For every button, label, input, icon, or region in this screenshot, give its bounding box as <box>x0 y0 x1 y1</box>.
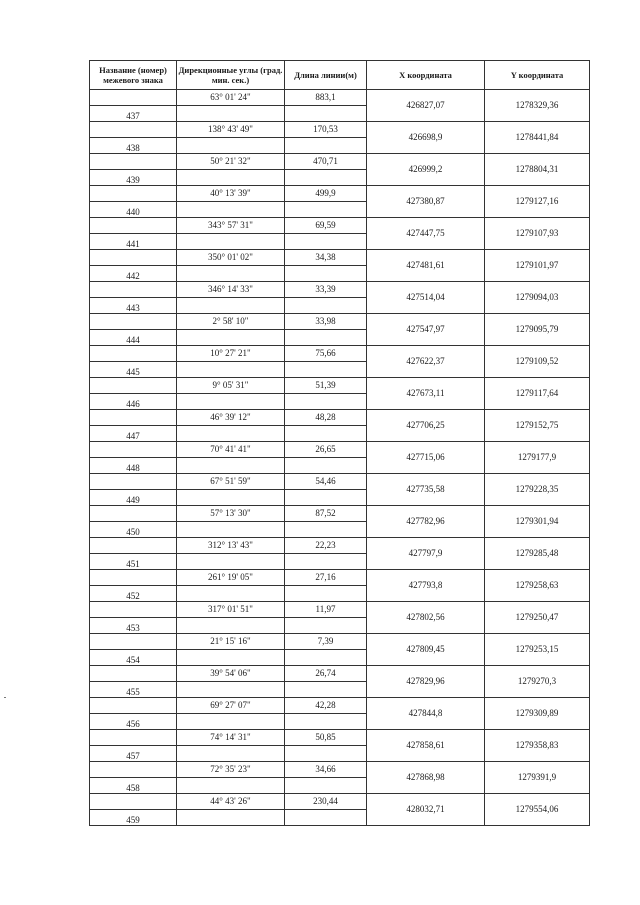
segment-row <box>90 634 590 650</box>
scan-mark <box>4 697 6 698</box>
point-y: 1279391,9 <box>485 762 590 794</box>
empty-length-cell <box>285 170 367 186</box>
segment-length: 7,39 <box>285 634 367 650</box>
point-x: 426827,07 <box>367 90 485 122</box>
segment-angle: 40° 13' 39" <box>177 186 285 202</box>
empty-angle-cell <box>177 490 285 506</box>
segment-row <box>90 666 590 682</box>
empty-angle-cell <box>177 202 285 218</box>
empty-angle-cell <box>177 170 285 186</box>
empty-length-cell <box>285 426 367 442</box>
point-y: 1279301,94 <box>485 506 590 538</box>
empty-length-cell <box>285 330 367 346</box>
empty-length-cell <box>285 682 367 698</box>
segment-row <box>90 314 590 330</box>
empty-length-cell <box>285 810 367 826</box>
segment-length: 33,39 <box>285 282 367 298</box>
point-x: 426999,2 <box>367 154 485 186</box>
empty-length-cell <box>285 554 367 570</box>
point-x: 428032,71 <box>367 794 485 826</box>
point-x: 427447,75 <box>367 218 485 250</box>
segment-angle: 21° 15' 16" <box>177 634 285 650</box>
empty-angle-cell <box>177 586 285 602</box>
segment-angle: 46° 39' 12" <box>177 410 285 426</box>
segment-angle: 10° 27' 21" <box>177 346 285 362</box>
empty-name-cell <box>90 282 177 298</box>
segment-angle: 350° 01' 02" <box>177 250 285 266</box>
empty-angle-cell <box>177 234 285 250</box>
point-y: 1279101,97 <box>485 250 590 282</box>
segment-angle: 70° 41' 41" <box>177 442 285 458</box>
point-name: 454 <box>90 650 177 666</box>
segment-angle: 9° 05' 31" <box>177 378 285 394</box>
empty-angle-cell <box>177 650 285 666</box>
point-name: 456 <box>90 714 177 730</box>
table-body <box>90 90 590 826</box>
empty-angle-cell <box>177 682 285 698</box>
point-name: 449 <box>90 490 177 506</box>
empty-angle-cell <box>177 458 285 474</box>
empty-length-cell <box>285 266 367 282</box>
empty-name-cell <box>90 154 177 170</box>
point-y: 1278329,36 <box>485 90 590 122</box>
empty-name-cell <box>90 602 177 618</box>
segment-row <box>90 282 590 298</box>
empty-name-cell <box>90 538 177 554</box>
empty-name-cell <box>90 474 177 490</box>
segment-row <box>90 250 590 266</box>
point-name: 439 <box>90 170 177 186</box>
empty-name-cell <box>90 794 177 810</box>
empty-length-cell <box>285 490 367 506</box>
segment-row <box>90 154 590 170</box>
point-x: 427481,61 <box>367 250 485 282</box>
segment-angle: 138° 43' 49" <box>177 122 285 138</box>
header-length: Длина линии(м) <box>285 61 367 90</box>
segment-length: 27,16 <box>285 570 367 586</box>
segment-length: 51,39 <box>285 378 367 394</box>
segment-length: 87,52 <box>285 506 367 522</box>
point-name: 443 <box>90 298 177 314</box>
empty-length-cell <box>285 394 367 410</box>
segment-angle: 72° 35' 23" <box>177 762 285 778</box>
point-name: 455 <box>90 682 177 698</box>
segment-angle: 74° 14' 31" <box>177 730 285 746</box>
point-name: 442 <box>90 266 177 282</box>
empty-angle-cell <box>177 778 285 794</box>
empty-name-cell <box>90 410 177 426</box>
empty-length-cell <box>285 746 367 762</box>
empty-angle-cell <box>177 810 285 826</box>
point-y: 1279152,75 <box>485 410 590 442</box>
point-y: 1279258,63 <box>485 570 590 602</box>
empty-length-cell <box>285 234 367 250</box>
segment-length: 499,9 <box>285 186 367 202</box>
empty-length-cell <box>285 362 367 378</box>
point-name: 452 <box>90 586 177 602</box>
point-y: 1279177,9 <box>485 442 590 474</box>
segment-row <box>90 538 590 554</box>
segment-angle: 346° 14' 33" <box>177 282 285 298</box>
point-y: 1279285,48 <box>485 538 590 570</box>
point-x: 427673,11 <box>367 378 485 410</box>
empty-length-cell <box>285 202 367 218</box>
point-name: 444 <box>90 330 177 346</box>
point-x: 427802,56 <box>367 602 485 634</box>
empty-length-cell <box>285 458 367 474</box>
point-x: 427858,61 <box>367 730 485 762</box>
point-x: 427829,96 <box>367 666 485 698</box>
segment-row <box>90 698 590 714</box>
segment-angle: 261° 19' 05" <box>177 570 285 586</box>
segment-row <box>90 122 590 138</box>
segment-length: 34,38 <box>285 250 367 266</box>
segment-row <box>90 442 590 458</box>
point-name: 451 <box>90 554 177 570</box>
empty-angle-cell <box>177 394 285 410</box>
point-x: 427715,06 <box>367 442 485 474</box>
segment-angle: 69° 27' 07" <box>177 698 285 714</box>
segment-length: 170,53 <box>285 122 367 138</box>
segment-angle: 39° 54' 06" <box>177 666 285 682</box>
segment-length: 11,97 <box>285 602 367 618</box>
segment-angle: 343° 57' 31" <box>177 218 285 234</box>
segment-row <box>90 186 590 202</box>
empty-length-cell <box>285 138 367 154</box>
empty-length-cell <box>285 650 367 666</box>
header-y: Y координата <box>485 61 590 90</box>
segment-row <box>90 218 590 234</box>
segment-length: 75,66 <box>285 346 367 362</box>
segment-row <box>90 570 590 586</box>
point-y: 1279250,47 <box>485 602 590 634</box>
point-x: 427793,8 <box>367 570 485 602</box>
empty-length-cell <box>285 586 367 602</box>
header-x: X координата <box>367 61 485 90</box>
segment-angle: 317° 01' 51" <box>177 602 285 618</box>
empty-angle-cell <box>177 714 285 730</box>
empty-length-cell <box>285 714 367 730</box>
segment-angle: 57° 13' 30" <box>177 506 285 522</box>
segment-row <box>90 346 590 362</box>
point-y: 1279554,06 <box>485 794 590 826</box>
empty-angle-cell <box>177 522 285 538</box>
segment-row <box>90 794 590 810</box>
point-name: 458 <box>90 778 177 794</box>
point-y: 1279270,3 <box>485 666 590 698</box>
empty-name-cell <box>90 346 177 362</box>
segment-length: 470,71 <box>285 154 367 170</box>
segment-length: 54,46 <box>285 474 367 490</box>
segment-row <box>90 410 590 426</box>
empty-angle-cell <box>177 138 285 154</box>
empty-name-cell <box>90 666 177 682</box>
point-y: 1279094,03 <box>485 282 590 314</box>
empty-name-cell <box>90 570 177 586</box>
point-y: 1279228,35 <box>485 474 590 506</box>
point-x: 427380,87 <box>367 186 485 218</box>
point-y: 1279358,83 <box>485 730 590 762</box>
boundary-coordinates-table <box>89 60 590 826</box>
empty-name-cell <box>90 442 177 458</box>
point-y: 1279109,52 <box>485 346 590 378</box>
segment-length: 26,74 <box>285 666 367 682</box>
segment-angle: 44° 43' 26" <box>177 794 285 810</box>
point-name: 459 <box>90 810 177 826</box>
point-name: 450 <box>90 522 177 538</box>
point-x: 427547,97 <box>367 314 485 346</box>
point-x: 427782,96 <box>367 506 485 538</box>
segment-row <box>90 762 590 778</box>
empty-name-cell <box>90 634 177 650</box>
point-y: 1278804,31 <box>485 154 590 186</box>
point-x: 427514,04 <box>367 282 485 314</box>
empty-name-cell <box>90 218 177 234</box>
empty-name-cell <box>90 698 177 714</box>
empty-angle-cell <box>177 106 285 122</box>
segment-length: 33,98 <box>285 314 367 330</box>
empty-length-cell <box>285 778 367 794</box>
empty-angle-cell <box>177 426 285 442</box>
point-y: 1279309,89 <box>485 698 590 730</box>
segment-length: 48,28 <box>285 410 367 426</box>
segment-angle: 67° 51' 59" <box>177 474 285 490</box>
empty-angle-cell <box>177 362 285 378</box>
segment-angle: 50° 21' 32" <box>177 154 285 170</box>
table-header-row <box>90 61 590 90</box>
empty-angle-cell <box>177 618 285 634</box>
point-x: 427809,45 <box>367 634 485 666</box>
segment-length: 42,28 <box>285 698 367 714</box>
segment-length: 34,66 <box>285 762 367 778</box>
empty-length-cell <box>285 298 367 314</box>
empty-angle-cell <box>177 330 285 346</box>
point-x: 427844,8 <box>367 698 485 730</box>
point-name: 447 <box>90 426 177 442</box>
segment-length: 26,65 <box>285 442 367 458</box>
point-x: 427622,37 <box>367 346 485 378</box>
segment-row <box>90 602 590 618</box>
empty-angle-cell <box>177 554 285 570</box>
segment-length: 69,59 <box>285 218 367 234</box>
segment-length: 230,44 <box>285 794 367 810</box>
empty-name-cell <box>90 122 177 138</box>
empty-length-cell <box>285 106 367 122</box>
point-name: 440 <box>90 202 177 218</box>
segment-row <box>90 378 590 394</box>
header-name: Название (номер) межевого знака <box>90 61 177 90</box>
empty-name-cell <box>90 250 177 266</box>
empty-angle-cell <box>177 746 285 762</box>
empty-length-cell <box>285 522 367 538</box>
point-name: 445 <box>90 362 177 378</box>
point-x: 427735,58 <box>367 474 485 506</box>
empty-name-cell <box>90 186 177 202</box>
empty-name-cell <box>90 314 177 330</box>
header-angle: Дирекционные углы (град. мин. сек.) <box>177 61 285 90</box>
empty-name-cell <box>90 762 177 778</box>
point-name: 448 <box>90 458 177 474</box>
point-y: 1279117,64 <box>485 378 590 410</box>
point-name: 457 <box>90 746 177 762</box>
empty-angle-cell <box>177 298 285 314</box>
segment-angle: 312° 13' 43" <box>177 538 285 554</box>
segment-row <box>90 730 590 746</box>
point-name: 453 <box>90 618 177 634</box>
point-x: 427868,98 <box>367 762 485 794</box>
point-y: 1278441,84 <box>485 122 590 154</box>
point-y: 1279095,79 <box>485 314 590 346</box>
point-y: 1279253,15 <box>485 634 590 666</box>
segment-length: 22,23 <box>285 538 367 554</box>
segment-row <box>90 506 590 522</box>
segment-length: 50,85 <box>285 730 367 746</box>
empty-angle-cell <box>177 266 285 282</box>
segment-row <box>90 90 590 106</box>
point-y: 1279107,93 <box>485 218 590 250</box>
empty-name-cell <box>90 730 177 746</box>
point-y: 1279127,16 <box>485 186 590 218</box>
point-name: 437 <box>90 106 177 122</box>
segment-length: 883,1 <box>285 90 367 106</box>
point-name: 438 <box>90 138 177 154</box>
segment-row <box>90 474 590 490</box>
empty-name-cell <box>90 90 177 106</box>
segment-angle: 2° 58' 10" <box>177 314 285 330</box>
point-x: 426698,9 <box>367 122 485 154</box>
empty-length-cell <box>285 618 367 634</box>
segment-angle: 63° 01' 24" <box>177 90 285 106</box>
point-x: 427797,9 <box>367 538 485 570</box>
point-name: 446 <box>90 394 177 410</box>
empty-name-cell <box>90 378 177 394</box>
point-name: 441 <box>90 234 177 250</box>
point-x: 427706,25 <box>367 410 485 442</box>
empty-name-cell <box>90 506 177 522</box>
